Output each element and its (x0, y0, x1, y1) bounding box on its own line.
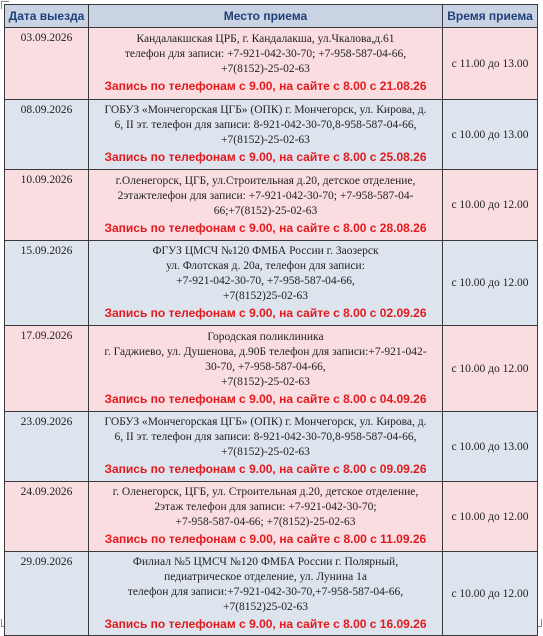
table-row (5, 100, 538, 170)
header-row (5, 5, 538, 28)
signup-note: Запись по телефонам с 9.00, на сайте с 8.00 с 28.08.26 (104, 220, 427, 235)
visit-date: 08.09.2026 (5, 100, 89, 170)
visit-date: 10.09.2026 (5, 170, 89, 241)
table-row (5, 412, 538, 482)
signup-note: Запись по телефонам с 9.00, на сайте с 8.00 с 21.08.26 (104, 79, 427, 93)
visit-place (89, 412, 443, 482)
visit-date: 15.09.2026 (5, 241, 89, 326)
place-line: г. Оленегорск, ЦГБ, ул. Строительная д.20, детское отделение, (112, 486, 419, 498)
place-line: 30-70, +7-958-587-04-66, (205, 360, 326, 373)
place-line: телефон для записи: +7-921-042-30-70; +7-958-587-04-66, (124, 48, 407, 60)
place-line: Филиал №5 ЦМСЧ №120 ФМБА России г. Полярный, (132, 555, 399, 568)
visit-date: 03.09.2026 (5, 28, 89, 100)
place-line: г.Оленегорск, ЦГБ, ул.Строительная д.20, детское отделение, (115, 174, 416, 187)
visit-time: с 10.00 до 12.00 (443, 552, 538, 636)
visit-time: с 10.00 до 12.00 (443, 170, 538, 241)
place-line: +7(8152)-25-02-63 (221, 375, 310, 388)
header-time: Время приема (443, 5, 538, 28)
place-line: педиатрическое отделение, ул. Лунина 1а (164, 570, 367, 583)
place-line: ГОБУЗ «Мончегорская ЦГБ» (ОПК) г. Мончегорск, ул. Кирова, д. (104, 104, 427, 116)
place-line: ГОБУЗ «Мончегорская ЦГБ» (ОПК) г. Мончегорск, ул. Кирова, д. (104, 416, 427, 428)
visit-date: 23.09.2026 (5, 412, 89, 482)
place-line: 66;+7(8152)-25-02-63 (213, 204, 318, 217)
place-line: г. Гаджиево, ул. Душенова, д.90Б телефон для записи:+7-921-042- (104, 345, 427, 358)
signup-note: Запись по телефонам с 9.00, на сайте с 8.00 с 11.09.26 (104, 532, 427, 546)
visit-time: с 10.00 до 13.00 (443, 412, 538, 482)
header-date: Дата выезда (5, 5, 89, 28)
place-line: Городская поликлиника (207, 330, 324, 343)
place-line: 2этажтелефон для записи: +7-921-042-30-70; +7-958-587-04- (117, 189, 414, 202)
place-line: +7-921-042-30-70, +7-958-587-04-66, (176, 275, 355, 287)
visit-place (89, 100, 443, 170)
visit-place (89, 326, 443, 412)
table-row (5, 482, 538, 552)
signup-note: Запись по телефонам с 9.00, на сайте с 8.00 с 02.09.26 (104, 306, 427, 320)
signup-note: Запись по телефонам с 9.00, на сайте с 8.00 с 04.09.26 (104, 391, 427, 406)
visit-time: с 11.00 до 13.00 (443, 28, 538, 100)
place-line: ул. Флотская д. 20а, телефон для записи: (166, 260, 365, 272)
visit-place (89, 482, 443, 552)
table-row (5, 170, 538, 241)
schedule-table (4, 4, 538, 636)
visit-date: 24.09.2026 (5, 482, 89, 552)
visit-date: 29.09.2026 (5, 552, 89, 636)
visit-time: с 10.00 до 13.00 (443, 100, 538, 170)
place-line: +7(8152)-25-02-63 (221, 446, 310, 458)
place-line: +7(8152)25-02-63 (222, 290, 309, 302)
visit-time: с 10.00 до 12.00 (443, 482, 538, 552)
table-row (5, 241, 538, 326)
signup-note: Запись по телефонам с 9.00, на сайте с 8.00 с 25.08.26 (104, 150, 427, 164)
place-line: 6, II эт. телефон для записи: 8-921-042-30-70,8-958-587-04-66, (114, 431, 417, 443)
signup-note: Запись по телефонам с 9.00, на сайте с 8.00 с 16.09.26 (104, 616, 427, 631)
place-line: 6, II эт. телефон для записи: 8-921-042-30-70,8-958-587-04-66, (114, 119, 417, 131)
place-line: +7(8152)-25-02-63 (221, 134, 310, 146)
place-line: +7-958-587-04-66; +7(8152)-25-02-63 (175, 516, 356, 528)
signup-note: Запись по телефонам с 9.00, на сайте с 8.00 с 09.09.26 (104, 462, 427, 476)
place-line: ФГУЗ ЦМСЧ №120 ФМБА России г. Заозерск (152, 245, 379, 257)
visit-place (89, 170, 443, 241)
visit-time: с 10.00 до 12.00 (443, 326, 538, 412)
table-row (5, 326, 538, 412)
place-line: телефон для записи:+7-921-042-30-70,+7-958-587-04-66, (127, 585, 404, 598)
visit-place (89, 28, 443, 100)
header-place: Место приема (89, 5, 443, 28)
visit-place (89, 552, 443, 636)
place-line: 2этаж телефон для записи: +7-921-042-30-70; (154, 501, 377, 513)
visit-date: 17.09.2026 (5, 326, 89, 412)
table-row (5, 28, 538, 100)
place-line: +7(8152)-25-02-63 (221, 63, 310, 75)
place-line: +7(8152)25-02-63 (222, 600, 309, 613)
place-line: Кандалакшская ЦРБ, г. Кандалакша, ул.Чкалова,д.61 (136, 33, 395, 45)
visit-place (89, 241, 443, 326)
table-row (5, 552, 538, 636)
visit-time: с 10.00 до 12.00 (443, 241, 538, 326)
